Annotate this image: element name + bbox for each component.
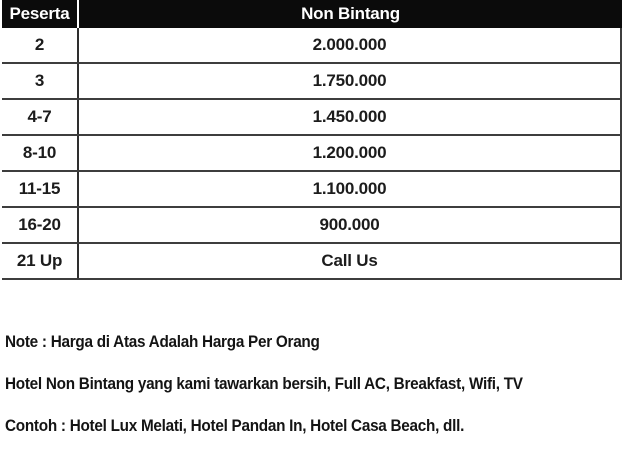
cell-harga: 1.200.000 bbox=[312, 143, 387, 162]
table-row bbox=[2, 136, 622, 172]
header-cell-non-bintang: Non Bintang bbox=[301, 4, 400, 23]
table-row bbox=[2, 244, 622, 280]
price-table bbox=[2, 0, 622, 280]
cell-peserta: 21 Up bbox=[2, 244, 79, 278]
cell-harga: 1.450.000 bbox=[312, 107, 387, 126]
table-row bbox=[2, 172, 622, 208]
header-cell-peserta: Peserta bbox=[2, 0, 79, 28]
cell-peserta: 2 bbox=[2, 28, 79, 62]
cell-peserta: 16-20 bbox=[2, 208, 79, 242]
cell-peserta: 11-15 bbox=[2, 172, 79, 206]
table-row bbox=[2, 100, 622, 136]
note-price-per-person: Note : Harga di Atas Adalah Harga Per Orang bbox=[5, 332, 320, 351]
note-hotel-examples: Contoh : Hotel Lux Melati, Hotel Pandan In, Hotel Casa Beach, dll. bbox=[5, 416, 465, 435]
note-hotel-facilities: Hotel Non Bintang yang kami tawarkan bersih, Full AC, Breakfast, Wifi, TV bbox=[5, 374, 523, 393]
cell-harga: Call Us bbox=[321, 251, 378, 270]
cell-harga: 1.750.000 bbox=[312, 71, 387, 90]
cell-peserta: 4-7 bbox=[2, 100, 79, 134]
table-row bbox=[2, 208, 622, 244]
table-header-row bbox=[2, 0, 622, 28]
cell-harga: 1.100.000 bbox=[312, 179, 387, 198]
cell-peserta: 8-10 bbox=[2, 136, 79, 170]
table-row bbox=[2, 28, 622, 64]
cell-harga: 2.000.000 bbox=[312, 35, 387, 54]
cell-harga: 900.000 bbox=[319, 215, 380, 234]
cell-peserta: 3 bbox=[2, 64, 79, 98]
table-row bbox=[2, 64, 622, 100]
